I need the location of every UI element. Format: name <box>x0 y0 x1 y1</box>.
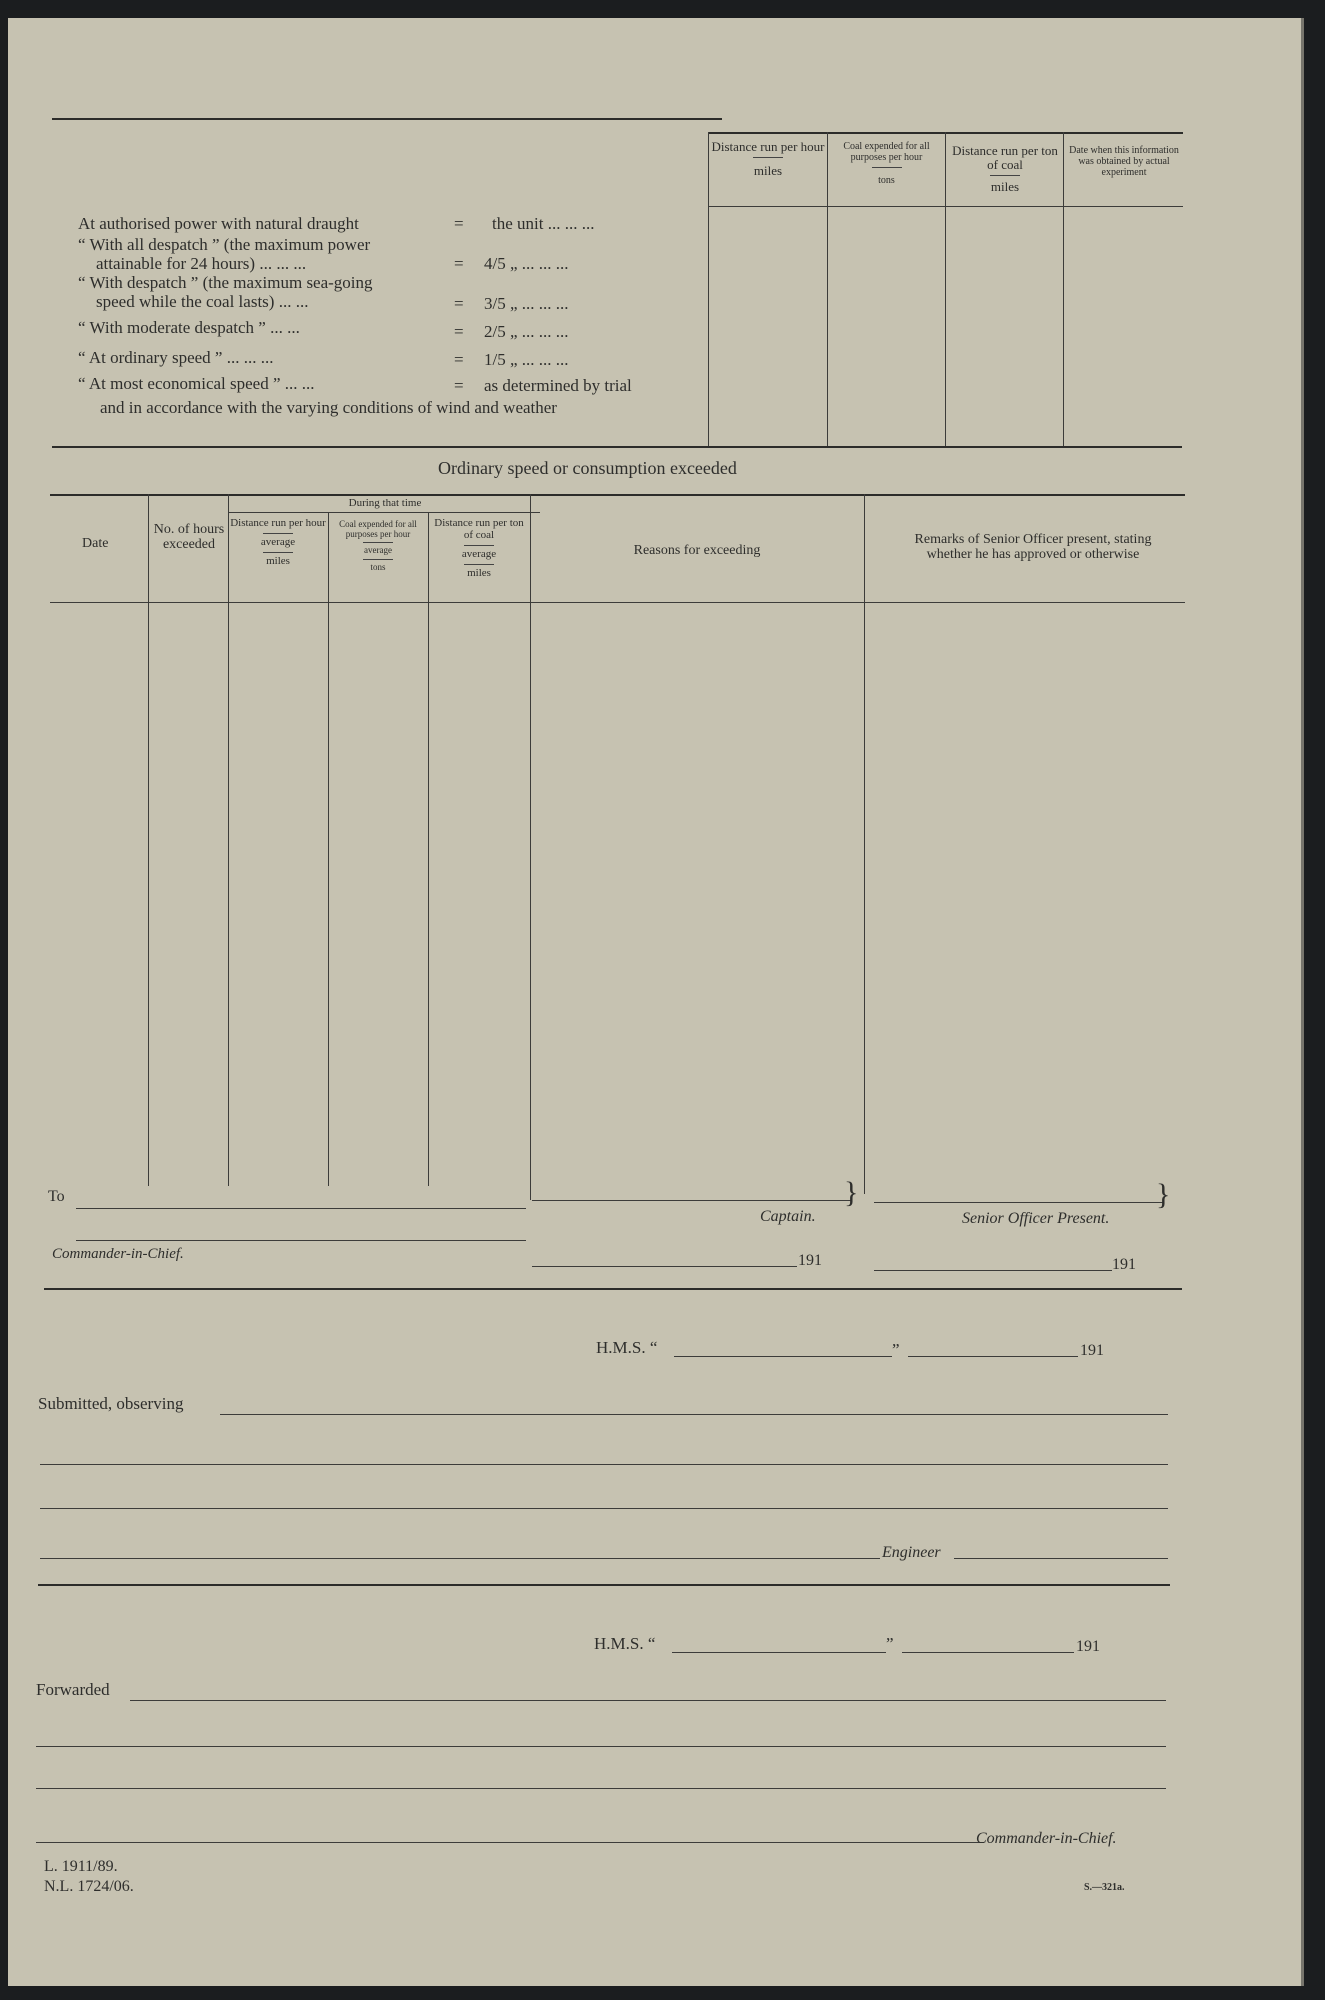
header-remarks: Remarks of Senior Officer present, stating whether he has approved or otherwise <box>914 532 1152 563</box>
header-sub-distance-ton: Distance run per ton of coal average miles <box>434 517 524 579</box>
col-divider <box>945 132 946 446</box>
hms-label: H.M.S. “ <box>596 1338 658 1357</box>
row-value: 4/5 „ ... ... ... <box>484 254 569 273</box>
col-divider <box>428 512 429 1186</box>
form-number: S.—321a. <box>1084 1882 1125 1893</box>
col-divider <box>864 494 865 1194</box>
engineer-line-tail <box>954 1558 1168 1559</box>
engineer-label: Engineer <box>882 1544 941 1561</box>
year-label: 191 <box>1076 1638 1100 1655</box>
row-value: the unit ... ... ... <box>492 214 595 233</box>
row-value: 2/5 „ ... ... ... <box>484 322 569 341</box>
section-rule <box>38 1584 1170 1586</box>
equals-sign: = <box>454 214 464 233</box>
section-rule <box>44 1288 1182 1290</box>
year-label: 191 <box>1112 1256 1136 1273</box>
row-despatch: “ With despatch ” (the maximum sea-going <box>78 273 373 292</box>
reference-number: N.L. 1724/06. <box>44 1878 134 1895</box>
col-divider <box>827 132 828 446</box>
to-line-2[interactable] <box>76 1240 526 1241</box>
row-value: 3/5 „ ... ... ... <box>484 294 569 313</box>
header-distance-per-hour: Distance run per hour miles <box>711 139 825 179</box>
row-moderate-despatch: “ With moderate despatch ” ... ... <box>78 318 300 337</box>
hms-label: H.M.S. “ <box>594 1634 656 1653</box>
second-table-header-rule <box>50 602 1185 603</box>
equals-sign: = <box>454 322 464 341</box>
captain-signature-line[interactable] <box>532 1200 852 1201</box>
date-line[interactable] <box>902 1652 1074 1653</box>
to-label: To <box>48 1188 65 1205</box>
engineer-signature-line[interactable] <box>40 1558 880 1559</box>
submitted-label: Submitted, observing <box>38 1394 184 1413</box>
observing-line[interactable] <box>220 1414 1168 1415</box>
group-rule <box>228 512 540 513</box>
header-sub-coal-hour: Coal expended for all purposes per hour average tons <box>339 519 417 573</box>
row-value: 1/5 „ ... ... ... <box>484 350 569 369</box>
senior-date-line[interactable] <box>874 1270 1112 1271</box>
header-during-that-time: During that time <box>348 497 422 509</box>
to-line[interactable] <box>76 1208 526 1209</box>
reference-number: L. 1911/89. <box>44 1858 118 1875</box>
header-coal-per-hour: Coal expended for all purposes per hour tons <box>843 141 930 186</box>
forwarded-label: Forwarded <box>36 1680 110 1699</box>
observing-line-2[interactable] <box>40 1464 1168 1465</box>
forwarded-line[interactable] <box>130 1700 1166 1701</box>
col-divider <box>228 494 229 1186</box>
header-date-experiment: Date when this information was obtained by actual experiment <box>1069 145 1179 178</box>
col-divider <box>1063 132 1064 446</box>
header-reasons: Reasons for exceeding <box>633 543 761 558</box>
equals-sign: = <box>454 254 464 273</box>
section-title: Ordinary speed or consumption exceeded <box>438 458 737 478</box>
second-table-top-rule <box>50 494 1185 496</box>
col-divider <box>530 494 531 1200</box>
ship-name-line[interactable] <box>674 1356 892 1357</box>
header-hours-exceeded: No. of hours exceeded <box>153 522 225 553</box>
form-sheet <box>8 18 1304 1986</box>
row-ordinary-speed: “ At ordinary speed ” ... ... ... <box>78 348 274 367</box>
year-label: 191 <box>798 1252 822 1269</box>
quote-close: ” <box>892 1340 900 1359</box>
forwarded-line-2[interactable] <box>36 1746 1166 1747</box>
brace: } <box>1156 1178 1171 1211</box>
row-economical-speed-cont: and in accordance with the varying conditions of wind and weather <box>100 398 557 417</box>
top-table-bottom-rule <box>52 446 1182 448</box>
row-value: as determined by trial <box>484 376 632 395</box>
equals-sign: = <box>454 376 464 395</box>
captain-label: Captain. <box>760 1208 816 1225</box>
col-divider <box>708 132 709 446</box>
equals-sign: = <box>454 294 464 313</box>
row-all-despatch: “ With all despatch ” (the maximum power <box>78 235 371 254</box>
senior-officer-signature-line[interactable] <box>874 1202 1164 1203</box>
row-all-despatch-cont: attainable for 24 hours) ... ... ... <box>96 254 307 273</box>
date-line[interactable] <box>908 1356 1078 1357</box>
brace: } <box>844 1176 859 1209</box>
commander-label: Commander-in-Chief. <box>976 1830 1117 1847</box>
row-authorised-power: At authorised power with natural draught <box>78 214 359 233</box>
equals-sign: = <box>454 350 464 369</box>
header-date: Date <box>82 536 109 551</box>
ship-name-line[interactable] <box>672 1652 886 1653</box>
captain-date-line[interactable] <box>532 1266 797 1267</box>
row-despatch-cont: speed while the coal lasts) ... ... <box>96 292 309 311</box>
quote-close: ” <box>886 1634 894 1653</box>
forwarded-line-3[interactable] <box>36 1788 1166 1789</box>
year-label: 191 <box>1080 1342 1104 1359</box>
col-divider <box>148 494 149 1186</box>
col-divider <box>328 512 329 1186</box>
top-rule <box>52 118 722 120</box>
row-economical-speed: “ At most economical speed ” ... ... <box>78 374 315 393</box>
senior-officer-label: Senior Officer Present. <box>962 1210 1110 1227</box>
commander-label: Commander-in-Chief. <box>52 1246 184 1262</box>
commander-signature-line[interactable] <box>36 1842 984 1843</box>
header-distance-per-ton: Distance run per ton of coal miles <box>952 143 1058 195</box>
header-sub-distance-hour: Distance run per hour average miles <box>230 517 326 567</box>
observing-line-3[interactable] <box>40 1508 1168 1509</box>
